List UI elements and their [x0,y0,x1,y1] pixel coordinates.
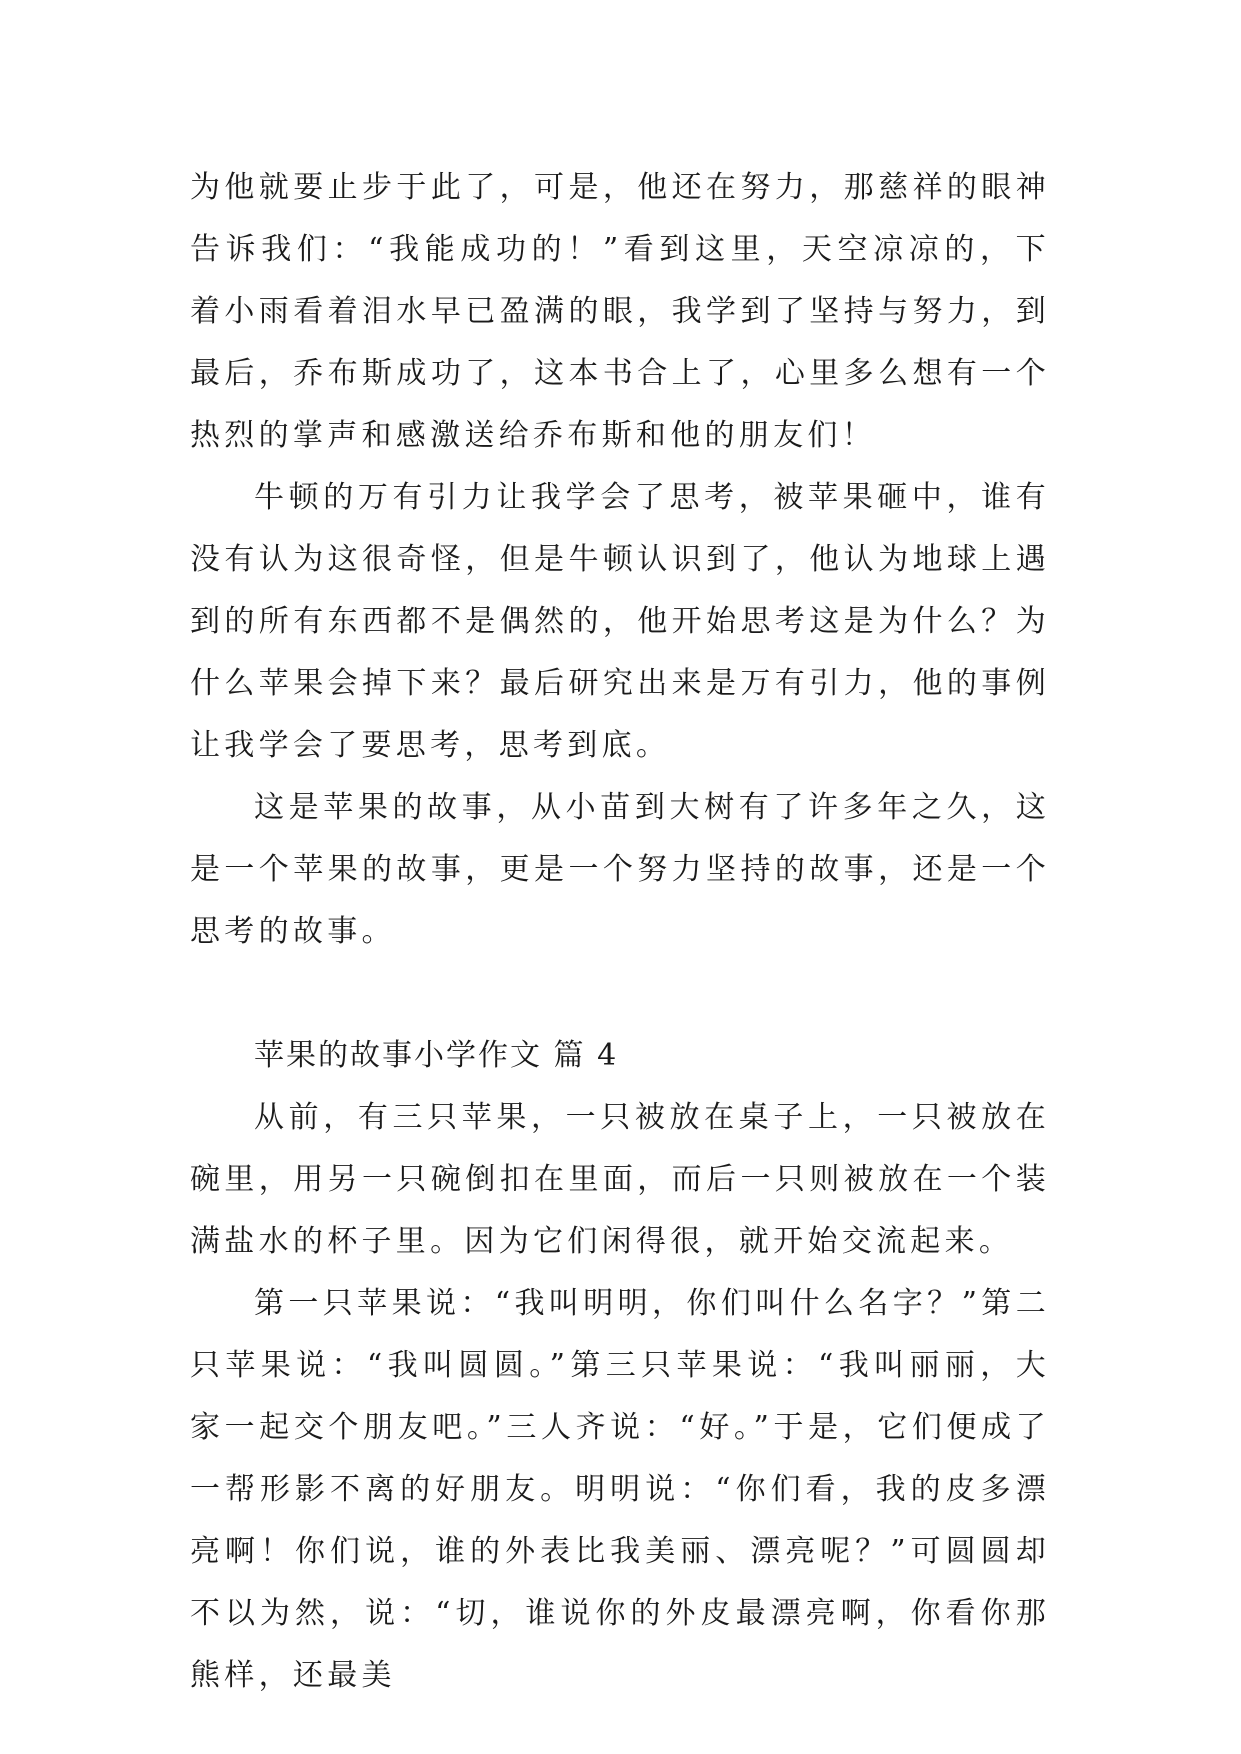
section-spacer [190,963,1050,1025]
paragraph-three-apples: 从前，有三只苹果，一只被放在桌子上，一只被放在碗里，用另一只碗倒扣在里面，而后一只则被放在一个装满盐水的杯子里。因为它们闲得很，就开始交流起来。 [190,1100,1050,1259]
document-body [190,157,1050,1707]
section-heading: 苹果的故事小学作文 篇 4 [254,1038,619,1073]
paragraph-apples-dialogue: 第一只苹果说：“我叫明明，你们叫什么名字？”第二只苹果说：“我叫圆圆。”第三只苹果说：“我叫丽丽，大家一起交个朋友吧。”三人齐说：“好。”于是，它们便成了一帮形影不离的好朋友。明明说：“你们看，我的皮多漂亮啊！你们说，谁的外表比我美丽、漂亮呢？”可圆圆却不以为然，说：“切，谁说你的外皮最漂亮啊，你看你那熊样，还最美 [190,1286,1050,1693]
paragraph-newton: 牛顿的万有引力让我学会了思考，被苹果砸中，谁有没有认为这很奇怪，但是牛顿认识到了，他认为地球上遇到的所有东西都不是偶然的，他开始思考这是为什么？为什么苹果会掉下来？最后研究出来是万有引力，他的事例让我学会了要思考，思考到底。 [190,480,1050,763]
paragraph-continuation: 为他就要止步于此了，可是，他还在努力，那慈祥的眼神告诉我们：“我能成功的！”看到这里，天空凉凉的，下着小雨看着泪水早已盈满的眼，我学到了坚持与努力，到最后，乔布斯成功了，这本书合上了，心里多么想有一个热烈的掌声和感激送给乔布斯和他的朋友们！ [190,170,1050,453]
paragraph-apple-story-summary: 这是苹果的故事，从小苗到大树有了许多年之久，这是一个苹果的故事，更是一个努力坚持的故事，还是一个思考的故事。 [190,790,1050,949]
